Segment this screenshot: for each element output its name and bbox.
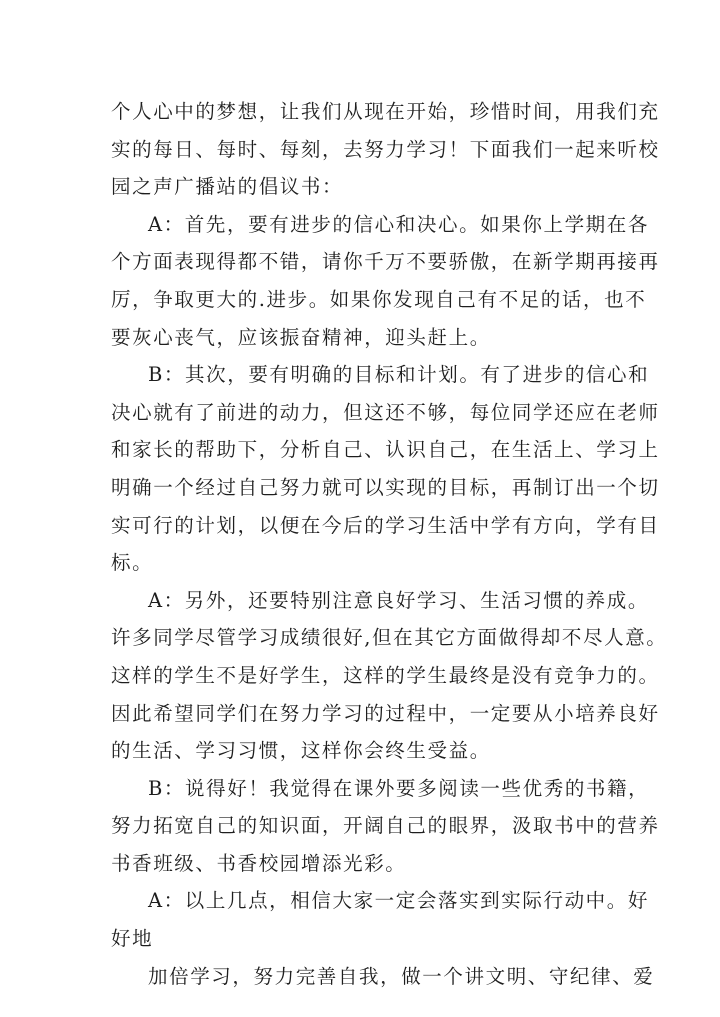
text-line: 实的每日、每时、每刻，去努力学习！下面我们一起来听校 [111, 137, 660, 161]
text-line: 的生活、学习习惯，这样你会终生受益。 [111, 739, 491, 763]
text-line: 这样的学生不是好学生，这样的学生最终是没有竞争力的。 [111, 663, 660, 687]
text-line: 努力拓宽自己的知识面，开阔自己的眼界，汲取书中的营养 [111, 814, 660, 838]
text-line: 厉，争取更大的.进步。如果你发现自己有不足的话，也不 [111, 287, 647, 311]
text-line: 明确一个经过自己努力就可以实现的目标，再制订出一个切 [111, 475, 660, 499]
text-line: 实可行的计划，以便在今后的学习生活中学有方向，学有目 [111, 513, 660, 537]
document-body [111, 93, 668, 995]
text-line: 园之声广播站的倡议书： [111, 175, 344, 199]
text-line: 要灰心丧气，应该振奋精神，迎头赶上。 [111, 325, 491, 349]
text-line: 个人心中的梦想，让我们从现在开始，珍惜时间，用我们充 [111, 100, 660, 123]
text-line: 许多同学尽管学习成绩很好,但在其它方面做得却不尽人意。 [111, 626, 668, 650]
paragraph-a-first-line: A：首先，要有进步的信心和决心。如果你上学期在各 [148, 212, 649, 236]
paragraph-b-first-line: B：说得好！我觉得在课外要多阅读一些优秀的书籍， [148, 776, 650, 800]
text-line: 因此希望同学们在努力学习的过程中，一定要从小培养良好 [111, 701, 660, 725]
text-line: 和家长的帮助下，分析自己、认识自己，在生活上、学习上 [111, 438, 660, 462]
text-line: 决心就有了前进的动力，但这还不够，每位同学还应在老师 [111, 400, 660, 424]
text-line: 标。 [111, 551, 154, 575]
text-line: 好地 [111, 927, 154, 951]
paragraph-b-first-line: B：其次，要有明确的目标和计划。有了进步的信心和 [148, 363, 650, 387]
paragraph-first-line: 加倍学习，努力完善自我，做一个讲文明、守纪律、爱 [148, 964, 655, 988]
text-line: 个方面表现得都不错，请你千万不要骄傲，在新学期再接再 [111, 250, 660, 274]
paragraph-a-first-line: A：另外，还要特别注意良好学习、生活习惯的养成。 [148, 588, 649, 612]
text-line: 书香班级、书香校园增添光彩。 [111, 851, 407, 875]
paragraph-a-first-line: A：以上几点，相信大家一定会落实到实际行动中。好 [148, 889, 649, 913]
